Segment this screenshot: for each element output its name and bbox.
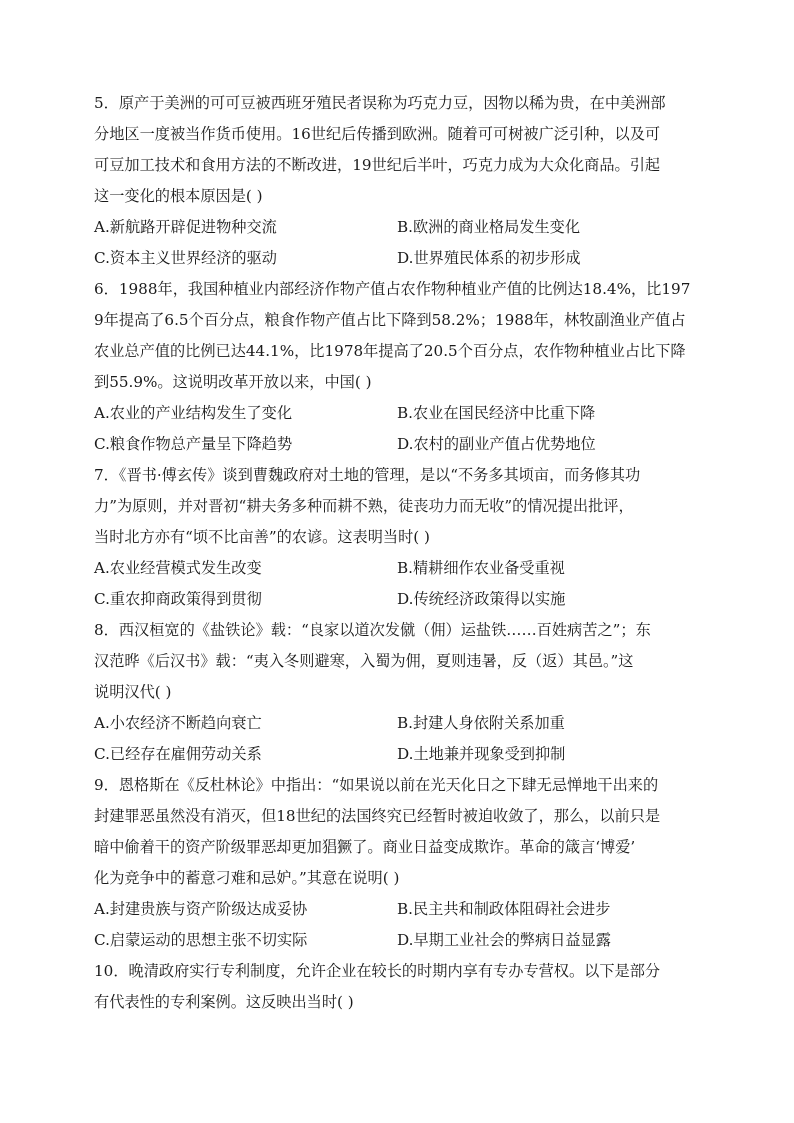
- option-a: A.农业经营模式发生改变: [94, 559, 262, 577]
- answer-options: [94, 398, 700, 460]
- question-9: [94, 770, 700, 956]
- option-a: A.农业的产业结构发生了变化: [94, 404, 293, 422]
- option-c: C.启蒙运动的思想主张不切实际: [94, 931, 308, 949]
- question-8: [94, 615, 700, 770]
- option-b: B.欧洲的商业格局发生变化: [397, 218, 581, 236]
- stem-line: 力”为原则，并对晋初“耕夫务多种而耕不熟，徒丧功力而无收”的情况提出批评，: [94, 497, 634, 515]
- stem-line: 8．西汉桓宽的《盐铁论》载：“良家以道次发僦（佣）运盐铁……百姓病苦之”；东: [94, 621, 651, 639]
- option-d: D.早期工业社会的弊病日益显露: [397, 931, 611, 949]
- option-a: A.封建贵族与资产阶级达成妥协: [94, 900, 308, 918]
- option-b: B.民主共和制政体阻碍社会进步: [397, 900, 611, 918]
- question-stem: [94, 615, 700, 708]
- stem-line: 汉范晔《后汉书》载：“夷入冬则避寒，入蜀为佣，夏则违暑，反（返）其邑。”这: [94, 652, 634, 670]
- stem-line: 6．1988年，我国种植业内部经济作物产值占农作物种植业产值的比例达18.4%，比197: [94, 280, 691, 298]
- question-stem: [94, 956, 700, 1018]
- answer-options: [94, 553, 700, 615]
- stem-line: 当时北方亦有“顷不比亩善”的农谚。这表明当时( ): [94, 528, 430, 546]
- stem-line: 到55.9%。这说明改革开放以来，中国( ): [94, 373, 372, 391]
- stem-line: 分地区一度被当作货币使用。16世纪后传播到欧洲。随着可可树被广泛引种，以及可: [94, 125, 661, 143]
- stem-line: 农业总产值的比例已达44.1%，比1978年提高了20.5个百分点，农作物种植业占比下降: [94, 342, 686, 360]
- exam-page: [94, 88, 700, 1018]
- stem-line: 10．晚清政府实行专利制度，允许企业在较长的时期内享有专办专营权。以下是部分: [94, 962, 661, 980]
- stem-line: 9年提高了6.5个百分点，粮食作物产值占比下降到58.2%；1988年，林牧副渔业产值占: [94, 311, 686, 329]
- option-b: B.精耕细作农业备受重视: [397, 559, 565, 577]
- option-d: D.农村的副业产值占优势地位: [397, 435, 596, 453]
- stem-line: 可豆加工技术和食用方法的不断改进，19世纪后半叶，巧克力成为大众化商品。引起: [94, 156, 661, 174]
- stem-line: 封建罪恶虽然没有消灭，但18世纪的法国终究已经暂时被迫收敛了，那么，以前只是: [94, 807, 661, 825]
- stem-line: 9．恩格斯在《反杜林论》中指出：“如果说以前在光天化日之下肆无忌惮地干出来的: [94, 776, 659, 794]
- stem-line: 有代表性的专利案例。这反映出当时( ): [94, 993, 354, 1011]
- option-c: C.重农抑商政策得到贯彻: [94, 590, 262, 608]
- answer-options: [94, 708, 700, 770]
- option-d: D.世界殖民体系的初步形成: [397, 249, 581, 267]
- option-a: A.小农经济不断趋向衰亡: [94, 714, 262, 732]
- option-d: D.土地兼并现象受到抑制: [397, 745, 566, 763]
- question-stem: [94, 460, 700, 553]
- option-b: B.农业在国民经济中比重下降: [397, 404, 596, 422]
- question-stem: [94, 88, 700, 212]
- option-a: A.新航路开辟促进物种交流: [94, 218, 277, 236]
- question-10: [94, 956, 700, 1018]
- stem-line: 化为竞争中的蓄意刁难和忌妒。”其意在说明( ): [94, 869, 400, 887]
- option-c: C.已经存在雇佣劳动关系: [94, 745, 262, 763]
- question-stem: [94, 770, 700, 894]
- answer-options: [94, 894, 700, 956]
- question-6: [94, 274, 700, 460]
- option-c: C.资本主义世界经济的驱动: [94, 249, 277, 267]
- stem-line: 暗中偷着干的资产阶级罪恶却更加猖獗了。商业日益变成欺诈。革命的箴言‘博爱’: [94, 838, 636, 856]
- option-c: C.粮食作物总产量呈下降趋势: [94, 435, 293, 453]
- question-7: [94, 460, 700, 615]
- option-d: D.传统经济政策得以实施: [397, 590, 566, 608]
- answer-options: [94, 212, 700, 274]
- question-stem: [94, 274, 700, 398]
- option-b: B.封建人身依附关系加重: [397, 714, 565, 732]
- stem-line: 5．原产于美洲的可可豆被西班牙殖民者误称为巧克力豆，因物以稀为贵，在中美洲部: [94, 94, 666, 112]
- stem-line: 说明汉代( ): [94, 683, 172, 701]
- question-5: [94, 88, 700, 274]
- stem-line: 7．《晋书·傅玄传》谈到曹魏政府对土地的管理，是以“不务多其顷亩，而务修其功: [94, 466, 641, 484]
- stem-line: 这一变化的根本原因是( ): [94, 187, 263, 205]
